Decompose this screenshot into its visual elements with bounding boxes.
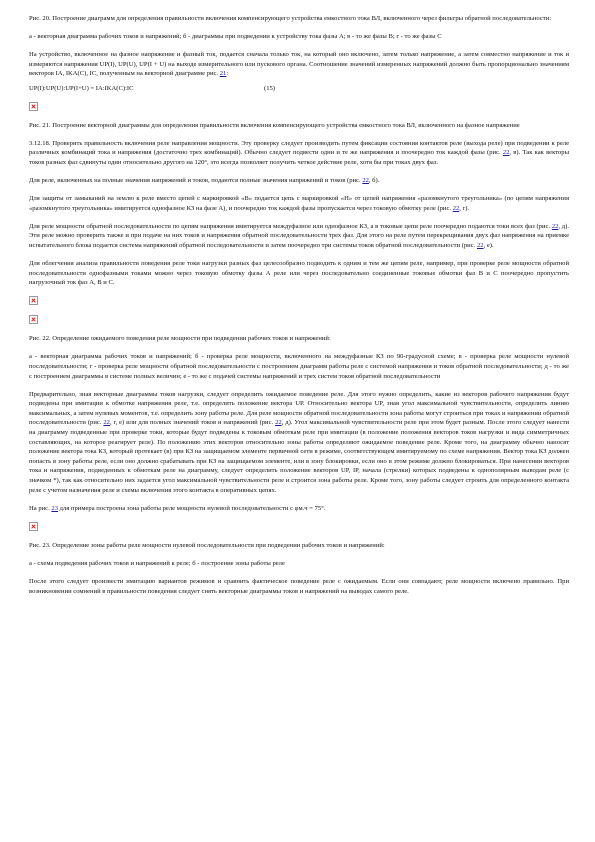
figure-22-link[interactable]: 22 xyxy=(275,419,282,427)
paragraph-expected-behaviour: Предварительно, зная векторные диаграммы токов нагрузки, следует определить ожидаемое поведение реле. Для этого нужно определить, какие из векторов рабочего напряжения будут подведены при имитации к обмотке напряжения реле, т.е. определить положение вектора UP. Относительно вектора UP, зная угол максимальной чувствительности, определить линию максимальных, а затем нулевых моментов, т.е. определить зону работы реле. Для реле мощности обратной последовательности зона работы могут строиться при токах и напряжении обратной последовательности (рис. 22, г, е) или для полных значений токов и напряжений (рис. 22, д). Угол максимальной чувствительности реле при этом будет разным. После этого следует нанести на диаграмму подведенные при проверке токи, которые будут подведены к токовым обмоткам реле при имитации (в положение положения векторов токов нагрузки и вида симметричных составляющих, на которое реагирует реле). По положению этих векторов относительно зоны работы определяют ожидаемое поведение реле. Кроме того, на диаграмму обычно наносят положение вектора тока КЗ, который протекает (в) при КЗ на защищаемом элементе первичной сети в режиме, соответствующем имитируемому по схеме напряжения. Вектор тока КЗ должен попасть в зону работы реле, если оно должно срабатывать при КЗ на защищаемом элементе, или в зону блокировки, если оно в этом режиме должно блокироваться. При нанесении векторов тока и напряжения, подведенных к обмоткам реле на диаграмму, следует определить положение векторов UP, IP, начала (стрелки) которых подведены к однополярным выводам реле (с значком *), так как относительно них задается угол максимальной чувствительности реле и строится зона работы реле. Кроме того, зону работы следует строить для определенного контакта реле с учетом назначения реле и схемы включения этого контакта в оперативных цепях. xyxy=(29,390,569,494)
figure-22-link[interactable]: 22 xyxy=(452,204,460,212)
figure-21-caption: Рис. 21. Построение векторной диаграммы для определения правильности включения компенсирующего устройства емкостного тока ВЛ, включенного на фазное напряжение xyxy=(29,121,520,129)
figure-22-link[interactable]: 22 xyxy=(476,241,484,249)
figure-23-caption: Рис. 23. Определение зоны работы реле мощности нулевой последовательности при подведении рабочих токов и напряжений: xyxy=(29,541,385,549)
broken-image-icon xyxy=(29,315,38,324)
figure-22-link[interactable]: 22 xyxy=(502,149,510,157)
figure-21-link[interactable]: 21 xyxy=(219,70,227,78)
paragraph-negative-sequence: Для реле мощности обратной последовательности по цепям напряжения имитируется междуфазное или однофазное КЗ, а в токовые цепи реле поочередно подаются токи всех фаз (рис. 22, д). Эти реле можно проверить также и при подаче на них токов и напряжения обратной последовательности трех фаз. Для этого на реле путем перекрещивания двух фаз напряжения на приемке испытательного блока подается система напряжений обратной последовательности и затем поочередно три системы токов обратной последовательности (рис. 22, е). xyxy=(29,222,569,249)
paragraph-analysis-tip: Для облегчения анализа правильности поведения реле токи нагрузки разных фаз целесообразно подводить к одним и тем же цепям реле, например, при проверке реле мощности обратной последовательности однофазными токами можно через токовую обмотку фазы А реле или через последовательно соединенные токовые обмотки фаз В и С поочередно пропустить нагрузочный ток фаз А, В и С. xyxy=(29,260,569,287)
formula-expression: UP(I):UP(U):UP(I+U) = IA:IKA(C):IC xyxy=(29,84,134,92)
paragraph-final-check: После этого следует произвести имитацию вариантов режимов и сравнить фактическое поведение реле с ожидаемым. Если они совпадают, реле мощности включено правильно. При возникновении сомнений в правильности поведения следует снять векторные диаграммы токов и напряжений на выводах самого реле. xyxy=(29,577,569,595)
figure-20-legend: а - векторная диаграмма рабочих токов и напряжений; б - диаграммы при подведении к устройству тока фазы А; в - то же фазы В; г - то же фазы С xyxy=(29,33,442,41)
figure-23-link[interactable]: 23 xyxy=(51,504,58,512)
figure-22-link[interactable]: 22 xyxy=(103,419,110,427)
document-page xyxy=(29,14,569,605)
broken-image-icon xyxy=(29,102,38,111)
paragraph-relay-device-check: На устройство, включенное на фазное напряжение и фазный ток, подается сначала только ток, на который оно включено, затем только напряжение, а затем совместно напряжение и ток и измеряются напряжения UP(I), UP(U), UP(I + U) на выходе измерительного или пускового органа. Соотношение значений измеренных напряжений должно быть пропорционально значениям векторов IA, IKA(C), IC, полученным на векторной диаграмме рис. 21: xyxy=(29,51,569,78)
paragraph-example-zone: На рис. 23 для примера построена зона работы реле мощности нулевой последовательности с φм.ч = 75°. xyxy=(29,504,326,512)
figure-22-link[interactable]: 22 xyxy=(551,222,559,230)
figure-23-legend: а - схема подведения рабочих токов и напряжений к реле; б - построение зоны работы реле xyxy=(29,559,285,567)
paragraph-earth-fault: Для защиты от замыканий на землю к реле вместо цепей с маркировкой «В» подается цепь с маркировкой «Н» от цепей напряжения «разомкнутого треугольника» (по цепям напряжения «разомкнутого треугольника» имитируется однофазное КЗ на фазе А), и поочередно ток каждой фазы пропускается через токовую обмотку реле (рис. 22, г). xyxy=(29,195,569,212)
figure-22-link[interactable]: 22 xyxy=(362,176,369,184)
broken-image-icon xyxy=(29,296,38,305)
formula-number: (15) xyxy=(264,84,275,92)
figure-20-caption: Рис. 20. Построение диаграмм для определения правильности включения компенсирующего устройства емкостного тока ВЛ, включенного через фильтры обратной последовательности: xyxy=(29,15,552,22)
paragraph-full-values: Для реле, включенных на полные значения напряжений и токов, подаются полные значения напряжений и токов (рис. 22, б). xyxy=(29,176,380,184)
figure-22-caption: Рис. 22. Определение ожидаемого поведения реле мощности при подведении рабочих токов и напряжений: xyxy=(29,335,331,343)
figure-22-legend: а - векторная диаграмма рабочих токов и напряжений; б - проверка реле мощности, включенного на междуфазные КЗ по 90-градусной схеме; в - проверка реле мощности нулевой последовательности; г - проверка реле мощности обратной последовательности с построением диаграмм работы реле с системой напряжения и токов обратной последовательности; д - то же с построением диаграммы в системе полных величин; е - то же с подачей системы напряжений и трех систем токов обратной последовательности xyxy=(29,353,569,380)
paragraph-3-12-18: 3.12.18. Проверить правильность включения реле направления мощности. Эту проверку следует производить путем фиксации состояния контактов реле (выхода реле) при подведении к реле различных комбинаций тока и напряжения (достаточно трех комбинаций). Обычно следует подвести одни и те же напряжения и поочередно ток каждой фазы (рис. 22, в). Так как векторы токов разных фаз сдвинуты один относительно другого на 120°, это всегда позволяет получить четкое действие реле, хотя бы при токах двух фаз. xyxy=(29,139,570,166)
broken-image-icon xyxy=(29,522,38,531)
formula-15 xyxy=(29,84,275,94)
